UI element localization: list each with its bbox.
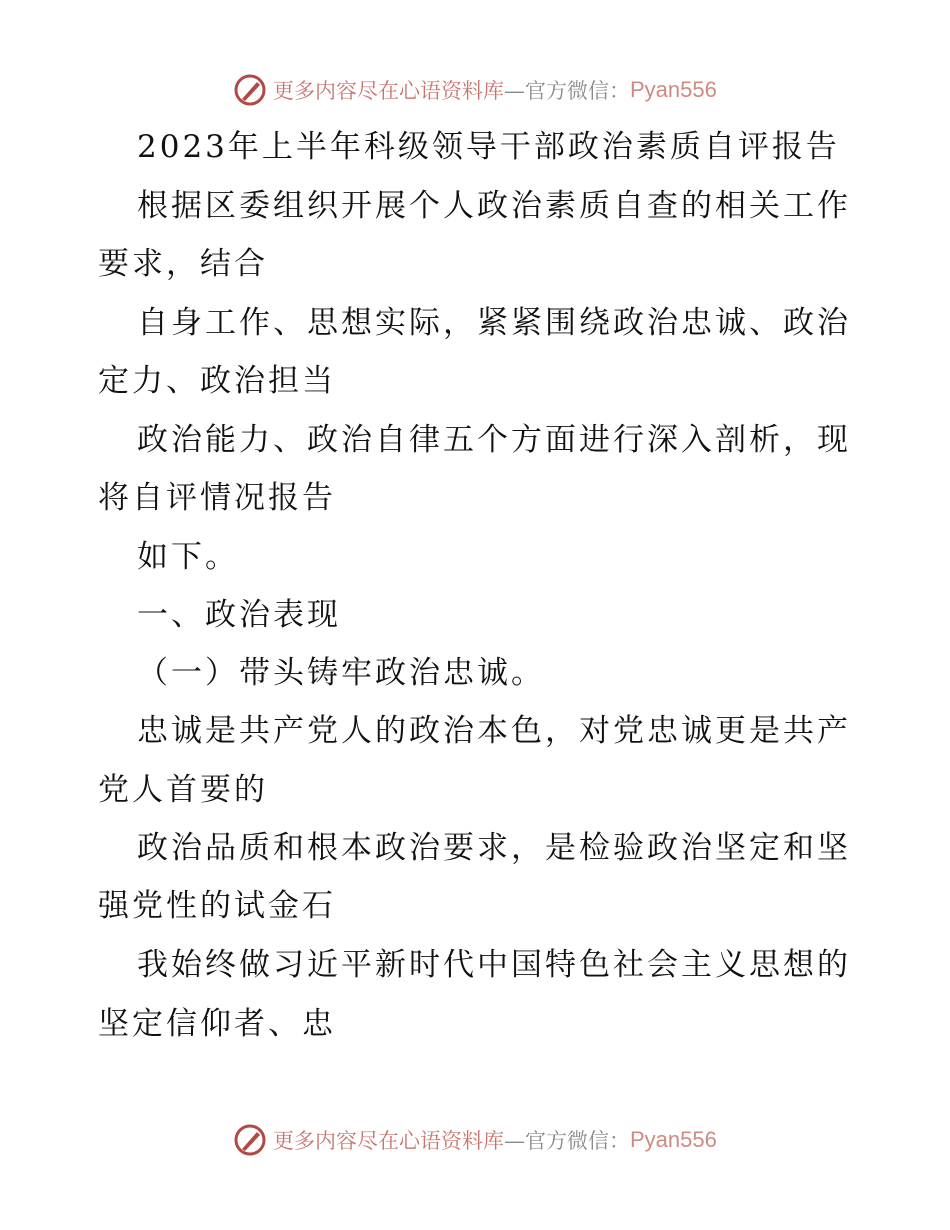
pen-logo-icon xyxy=(233,73,267,107)
paragraph-line: 我始终做习近平新时代中国特色社会主义思想的 xyxy=(137,947,851,983)
paragraph-line: 要求，结合 xyxy=(98,246,268,282)
section-heading: 一、政治表现 xyxy=(137,597,341,633)
banner-separator-text: —官方微信： xyxy=(504,1129,630,1153)
header-watermark-banner xyxy=(233,70,717,110)
banner-wechat-id: Pyan556 xyxy=(630,77,717,102)
paragraph-line: 将自评情况报告 xyxy=(98,480,336,516)
paragraph-line: 根据区委组织开展个人政治素质自查的相关工作 xyxy=(137,188,851,224)
banner-site-text: 更多内容尽在心语资料库 xyxy=(273,1129,504,1153)
banner-separator-text: —官方微信： xyxy=(504,79,630,103)
pen-logo-icon xyxy=(233,1123,267,1157)
document-title: 2023年上半年科级领导干部政治素质自评报告 xyxy=(137,129,840,165)
paragraph-line: 自身工作、思想实际，紧紧围绕政治忠诚、政治 xyxy=(137,305,851,341)
paragraph-line: 定力、政治担当 xyxy=(98,363,336,399)
paragraph-line: 强党性的试金石 xyxy=(98,888,336,924)
paragraph-line: 党人首要的 xyxy=(98,772,268,808)
paragraph-line: 忠诚是共产党人的政治本色，对党忠诚更是共产 xyxy=(137,713,851,749)
footer-watermark-banner xyxy=(233,1120,717,1160)
paragraph-line: 坚定信仰者、忠 xyxy=(98,1006,336,1042)
paragraph-line: 政治品质和根本政治要求，是检验政治坚定和坚 xyxy=(137,830,851,866)
banner-wechat-id: Pyan556 xyxy=(630,1127,717,1152)
paragraph-line: 政治能力、政治自律五个方面进行深入剖析，现 xyxy=(137,422,851,458)
paragraph-line: 如下。 xyxy=(137,539,239,575)
banner-site-text: 更多内容尽在心语资料库 xyxy=(273,79,504,103)
subsection-heading: （一）带头铸牢政治忠诚。 xyxy=(137,655,545,691)
